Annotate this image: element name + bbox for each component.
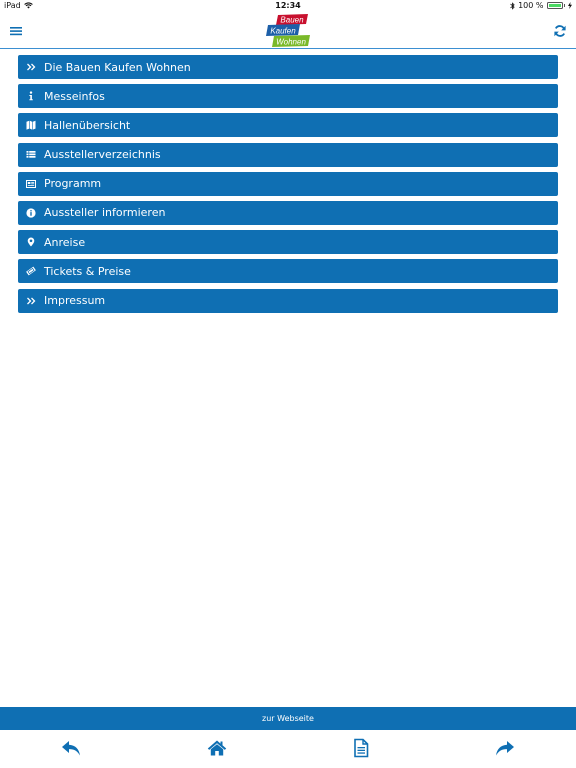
info-icon — [18, 84, 44, 108]
menu-item-label: Tickets & Preise — [44, 264, 131, 278]
double-chevron-right-icon — [18, 55, 44, 79]
battery-cap — [564, 4, 566, 7]
menu-item-programm[interactable] — [18, 172, 558, 196]
document-icon — [351, 738, 371, 758]
home-button[interactable] — [207, 738, 227, 758]
info-circle-icon — [18, 201, 44, 225]
menu-item-label: Impressum — [44, 294, 106, 307]
logo-text-bauen: Bauen — [280, 15, 304, 25]
menu-item-messeinfos[interactable] — [18, 84, 558, 108]
share-button[interactable] — [495, 738, 515, 758]
menu-item-die-bauen-kaufen-wohnen[interactable] — [18, 55, 558, 79]
map-marker-icon — [18, 230, 44, 254]
reply-arrow-icon — [61, 738, 81, 758]
map-icon — [18, 113, 44, 137]
battery-icon — [547, 2, 563, 9]
charging-icon — [568, 2, 572, 9]
bottom-toolbar — [0, 730, 576, 768]
app-logo — [264, 14, 312, 47]
menu-item-label: Programm — [44, 177, 102, 191]
refresh-button[interactable] — [553, 23, 567, 37]
logo-text-kaufen: Kaufen — [270, 26, 296, 36]
status-bar — [0, 0, 576, 12]
double-chevron-right-icon — [18, 289, 44, 313]
menu-item-label: Anreise — [44, 235, 86, 249]
nav-bar — [0, 12, 576, 49]
menu-item-label: Hallenübersicht — [44, 118, 131, 132]
menu-item-label: Aussteller informieren — [44, 206, 166, 220]
menu-item-tickets-preise[interactable] — [18, 259, 558, 283]
main-menu — [18, 55, 558, 318]
menu-item-impressum[interactable] — [18, 289, 558, 313]
list-icon — [18, 143, 44, 167]
bluetooth-icon — [510, 2, 515, 10]
menu-item-label: Ausstellerverzeichnis — [44, 148, 161, 162]
battery-percent: 100 % — [518, 1, 544, 10]
status-time: 12:34 — [275, 1, 301, 10]
hamburger-menu-button[interactable] — [9, 23, 23, 37]
back-button[interactable] — [61, 738, 81, 758]
menu-item-hallenuebersicht[interactable] — [18, 113, 558, 137]
refresh-icon — [553, 24, 567, 38]
device-label: iPad — [4, 1, 21, 10]
hamburger-icon — [9, 24, 23, 38]
ticket-icon — [18, 259, 44, 283]
menu-item-label: Die Bauen Kaufen Wohnen — [44, 60, 191, 74]
logo-text-wohnen: Wohnen — [276, 37, 306, 47]
menu-item-label: Messeinfos — [44, 89, 105, 103]
status-right — [510, 1, 572, 10]
home-icon — [207, 738, 227, 758]
menu-item-aussteller-informieren[interactable] — [18, 201, 558, 225]
menu-item-anreise[interactable] — [18, 230, 558, 254]
newspaper-icon — [18, 172, 44, 196]
menu-item-ausstellerverzeichnis[interactable] — [18, 143, 558, 167]
share-arrow-icon — [495, 738, 515, 758]
website-link-button[interactable]: zur Webseite — [0, 707, 576, 730]
document-button[interactable] — [351, 738, 371, 758]
